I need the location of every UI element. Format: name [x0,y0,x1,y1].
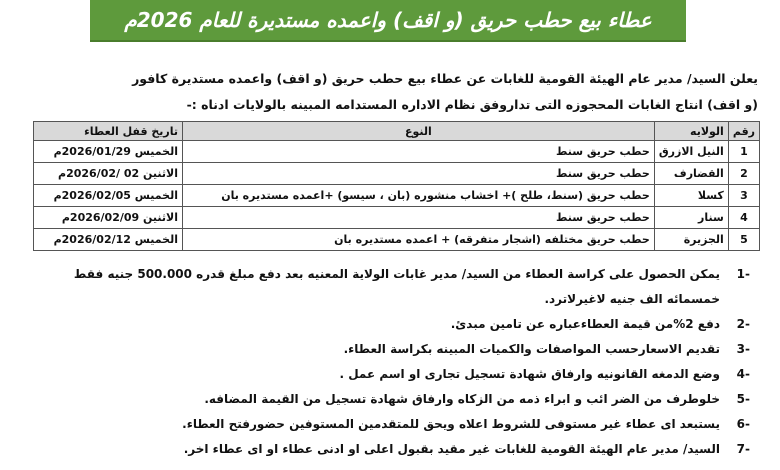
list-item [20,312,750,337]
table-header-row [34,122,760,141]
row-date: الخميس 2026/02/05م [34,185,183,207]
row-num: 3 [728,185,759,207]
row-state: سنار [654,207,728,229]
item-number: -2 [736,317,750,331]
tender-table [33,121,760,251]
conditions-list [20,262,750,462]
item-text: يمكن الحصول على كراسة العطاء من السيد/ مدير غابات الولاية المعنيه بعد دفع مبلغ قدره 500.000 جنيه فقط [73,267,720,281]
row-type: حطب حريق سنط [183,207,655,229]
table-row [34,229,760,251]
item-text: خلوطرف من الضر ائب و ابراء ذمه من الزكاه وارفاق شهادة تسجيل من القيمة المضافه. [204,392,720,406]
header-state: الولايه [654,122,728,141]
intro-line-2: (و اقف) انتاج الغابات المحجوزه التى تداروفق نظام الاداره المستدامه المبينه بالولايات ادناه :- [186,97,758,112]
row-date: الخميس 2026/02/12م [34,229,183,251]
header-type: النوع [183,122,655,141]
row-state: كسلا [654,185,728,207]
item-text-continued: خمسمائه الف جنيه لاغيرلاترد. [544,292,720,306]
table-row [34,163,760,185]
list-item [20,262,750,312]
item-number: -1 [736,267,750,281]
table-row [34,141,760,163]
item-number: -6 [736,417,750,431]
header-date: تاريخ قفل العطاء [34,122,183,141]
list-item [20,362,750,387]
list-item [20,412,750,437]
intro-line-1: يعلن السيد/ مدير عام الهيئة القومية للغابات عن عطاء بيع حطب حريق (و اقف) واعمده مستديرة كافور [132,71,758,86]
row-date: الخميس 2026/01/29م [34,141,183,163]
row-type: حطب حريق مختلفه (اشجار متفرقه) + اعمده مستديره بان [183,229,655,251]
item-number: -3 [736,342,750,356]
row-num: 5 [728,229,759,251]
row-type: حطب حريق سنط [183,141,655,163]
row-state: النيل الازرق [654,141,728,163]
header-num: رقم [728,122,759,141]
row-type: حطب حريق سنط [183,163,655,185]
list-item [20,337,750,362]
row-date: الاثنين 02 /2026/02م [34,163,183,185]
table-row [34,185,760,207]
banner-title: عطاء بيع حطب حريق (و اقف) واعمده مستديرة للعام 2026م [124,8,652,32]
list-item [20,437,750,462]
row-num: 4 [728,207,759,229]
row-state: الجزيرة [654,229,728,251]
table-row [34,207,760,229]
row-date: الاثنين 2026/02/09م [34,207,183,229]
row-state: القضارف [654,163,728,185]
announcement-banner [90,0,686,42]
item-text: دفع 2%من قيمة العطاءعباره عن تامين مبدئ. [450,317,720,331]
item-text: تقديم الاسعارحسب المواصفات والكميات المبينه بكراسة العطاء. [343,342,720,356]
item-text: وضع الدمغه القانونيه وارفاق شهادة تسجيل تجارى او اسم عمل . [339,367,720,381]
item-number: -7 [736,442,750,456]
item-text: يستبعد اى عطاء غير مستوفى للشروط اعلاه ويحق للمتقدمين المستوفين حضورفتح العطاء. [182,417,720,431]
row-num: 1 [728,141,759,163]
row-num: 2 [728,163,759,185]
list-item [20,387,750,412]
intro-paragraph [30,66,758,118]
item-text: السيد/ مدير عام الهيئة القومية للغابات غير مقيد بقبول اعلى او ادنى عطاء او اى عطاء اخر. [183,442,720,456]
item-number: -5 [736,392,750,406]
row-type: حطب حريق (سنط، طلح )+ اخشاب منشوره (بان ، سيسو) +اعمده مستديره بان [183,185,655,207]
item-number: -4 [736,367,750,381]
